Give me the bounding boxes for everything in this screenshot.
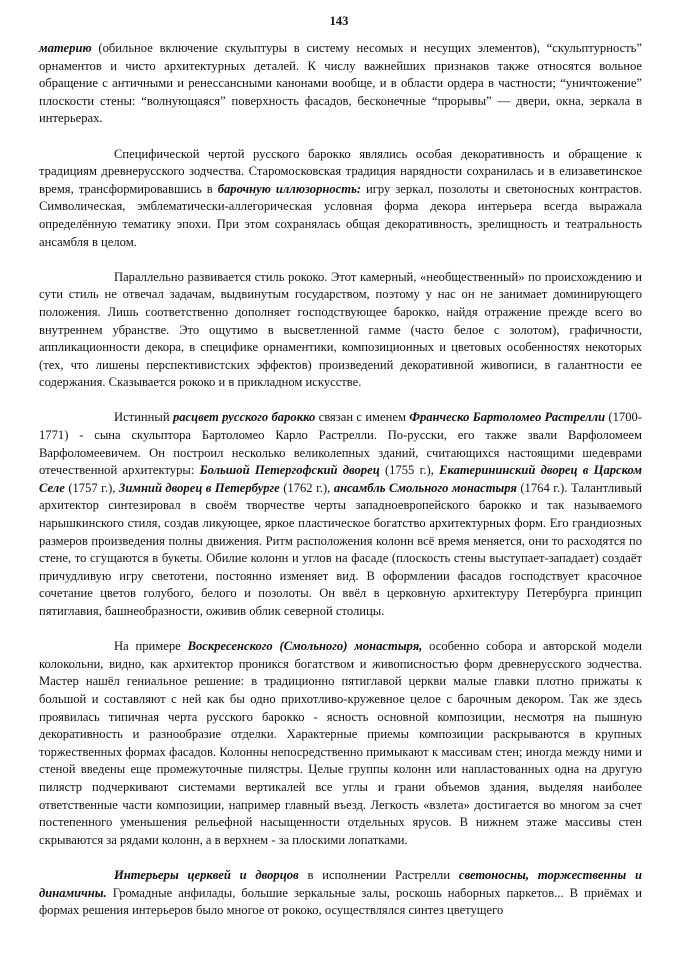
text-run: Параллельно развивается стиль рококо. Этот камерный, «необщественный» по происхождению и сути стиль не отвечал задачам, выдвинутым государством, поэтому у нас он не занимает доминирующего положения. Лишь соответственно дополняет господствующее барокко, найдя отражение прежде всего во внутреннем убранстве. Это ощутимо в высветленной гамме (часто белое с золотом), графичности, аппликационности декора, в специфике орнаментики, композиционных и цветовых особенностях некоторых (тех, что лишены перспективистских эффектов) произведений декоративной живописи, в галантности ее содержания. Сказывается рококо и в прикладном искусстве. <box>39 269 642 390</box>
text-run: Специфической чертой русского барокко являлись особая декоративность и обращение к традициям древнерусского зодчества. Старомосковская традиция нарядности сохранилась и в елизаветинское время, трансформировавшись в <box>39 146 642 196</box>
emphasized-text: расцвет русского барокко <box>172 410 316 425</box>
emphasized-text: Зимний дворец в Петербурге <box>118 480 280 495</box>
text-run: (1700-1771) - сына скульптора Бартоломео Карло Растрелли. По-русски, его также звали Варфоломеем Варфоломеевичем. Он построил несколько великолепных зданий, считающихся настоящими шедеврами отечественной архитектуры: <box>39 410 642 478</box>
text-run: (1764 г.). Талантливый архитектор синтезировал в своём творчестве черты западноевропейского барокко и так называемого нарышкинского стиля, создав ликующее, яркое пластическое богатство архитектурных форм. Его грандиозных размеров произведения полны движения. Ритм расположения колонн всё время меняется, они то расходятся по стене, то сгущаются в букеты. Обилие колонн и углов на фасаде (плоскость стены выступает-западает) создаёт причудливую игру светотени, постоянно изменяет вид. В оформлении фасадов господствует красочное сочетание цветов голубого, белого и позолоты. Он ввёл в церковную архитектуру Петербурга принцип пятиглавия, башнеобразности, оживив облик северной столицы. <box>39 480 642 618</box>
paragraph <box>39 409 642 620</box>
page-body <box>39 40 642 920</box>
text-run: в исполнении Растрелли <box>298 867 459 882</box>
text-run: Громадные анфилады, большие зеркальные залы, роскошь наборных паркетов... В приёмах и формах решения интерьеров было многое от рококо, осуществлялся синтез цветущего <box>39 885 642 918</box>
text-run: (1755 г.), <box>379 463 440 478</box>
paragraph <box>39 146 642 252</box>
text-run: (1757 г.), <box>64 480 119 495</box>
emphasized-text: материю <box>39 41 92 55</box>
text-run: связан с именем <box>315 410 410 425</box>
paragraph <box>39 40 642 128</box>
text-run: (обильное включение скульптуры в систему несомых и несущих элементов), “скульптурность” орнаментов и чисто архитектурных деталей. К числу важнейших признаков также относятся вольное обращение с античными и ренессансными канонами вообще, и в области ордера в частности; “уничтожение” плоскости стены: “волнующаяся” поверхность фасадов, бесконечные “прорывы” — двери, окна, зеркала в интерьерах. <box>39 41 642 126</box>
text-run: (1762 г.), <box>279 480 334 495</box>
text-run: Истинный <box>114 410 173 425</box>
text-run: особенно собора и авторской модели колокольни, видно, как архитектор проникся богатством и живописностью форм древнерусского зодчества. Мастер нашёл гениальное решение: в традиционно пятиглавой церкви малые главки плотно прижаты к большой и составляют с ней как бы одно прихотливо-кружевное целое с барочным декором. Так же здесь проявилась типичная черта русского барокко - ясность основной композиции, несмотря на пышную декоративность и разнообразие отделки. Характерные приемы композиции раскрываются в крупных торжественных формах фасадов. Колонны непосредственно примыкают к массивам стен; иногда между ними и стеной введены еще промежуточные пилястры. Целые группы колонн или напластованных одна на другую пилястр подчеркивают системами вертикалей все углы и грани объемов здания, выделяя наиболее ответственные части композиции, например главный въезд. Легкость «взлета» достигается во многом за счет постепенного уменьшения рельефной насыщенности отдельных ярусов. В нижнем этаже массивы стен скрываются за рядами колонн, а в верхнем - за плоскими лопатками. <box>39 639 642 847</box>
text-run: На примере <box>114 639 188 654</box>
emphasized-text: Франческо Бартоломео Растрелли <box>409 410 606 425</box>
emphasized-text: Воскресенского (Смольного) монастыря, <box>187 639 423 654</box>
emphasized-text: ансамбль Смольного монастыря <box>333 480 517 495</box>
emphasized-text: Екатерининский дворец в Царском Селе <box>39 463 642 495</box>
emphasized-text: светоносны, торжественны и динамичны. <box>39 867 642 900</box>
emphasized-text: барочную иллюзорность: <box>217 181 362 196</box>
emphasized-text: Интерьеры церквей и дворцов <box>114 867 299 882</box>
page-number: 143 <box>329 14 349 28</box>
paragraph <box>39 867 642 920</box>
text-run: игру зеркал, позолоты и светоносных контрастов. Символическая, эмблематически-аллегорическая условная форма декора интерьера всегда выражала определённую тематику эпохи. При этом сохранялась общая декоративность, зрелищность и театральность ансамбля в целом. <box>39 181 642 249</box>
emphasized-text: Большой Петергофский дворец <box>199 463 380 478</box>
paragraph <box>39 638 642 849</box>
paragraph <box>39 269 642 392</box>
